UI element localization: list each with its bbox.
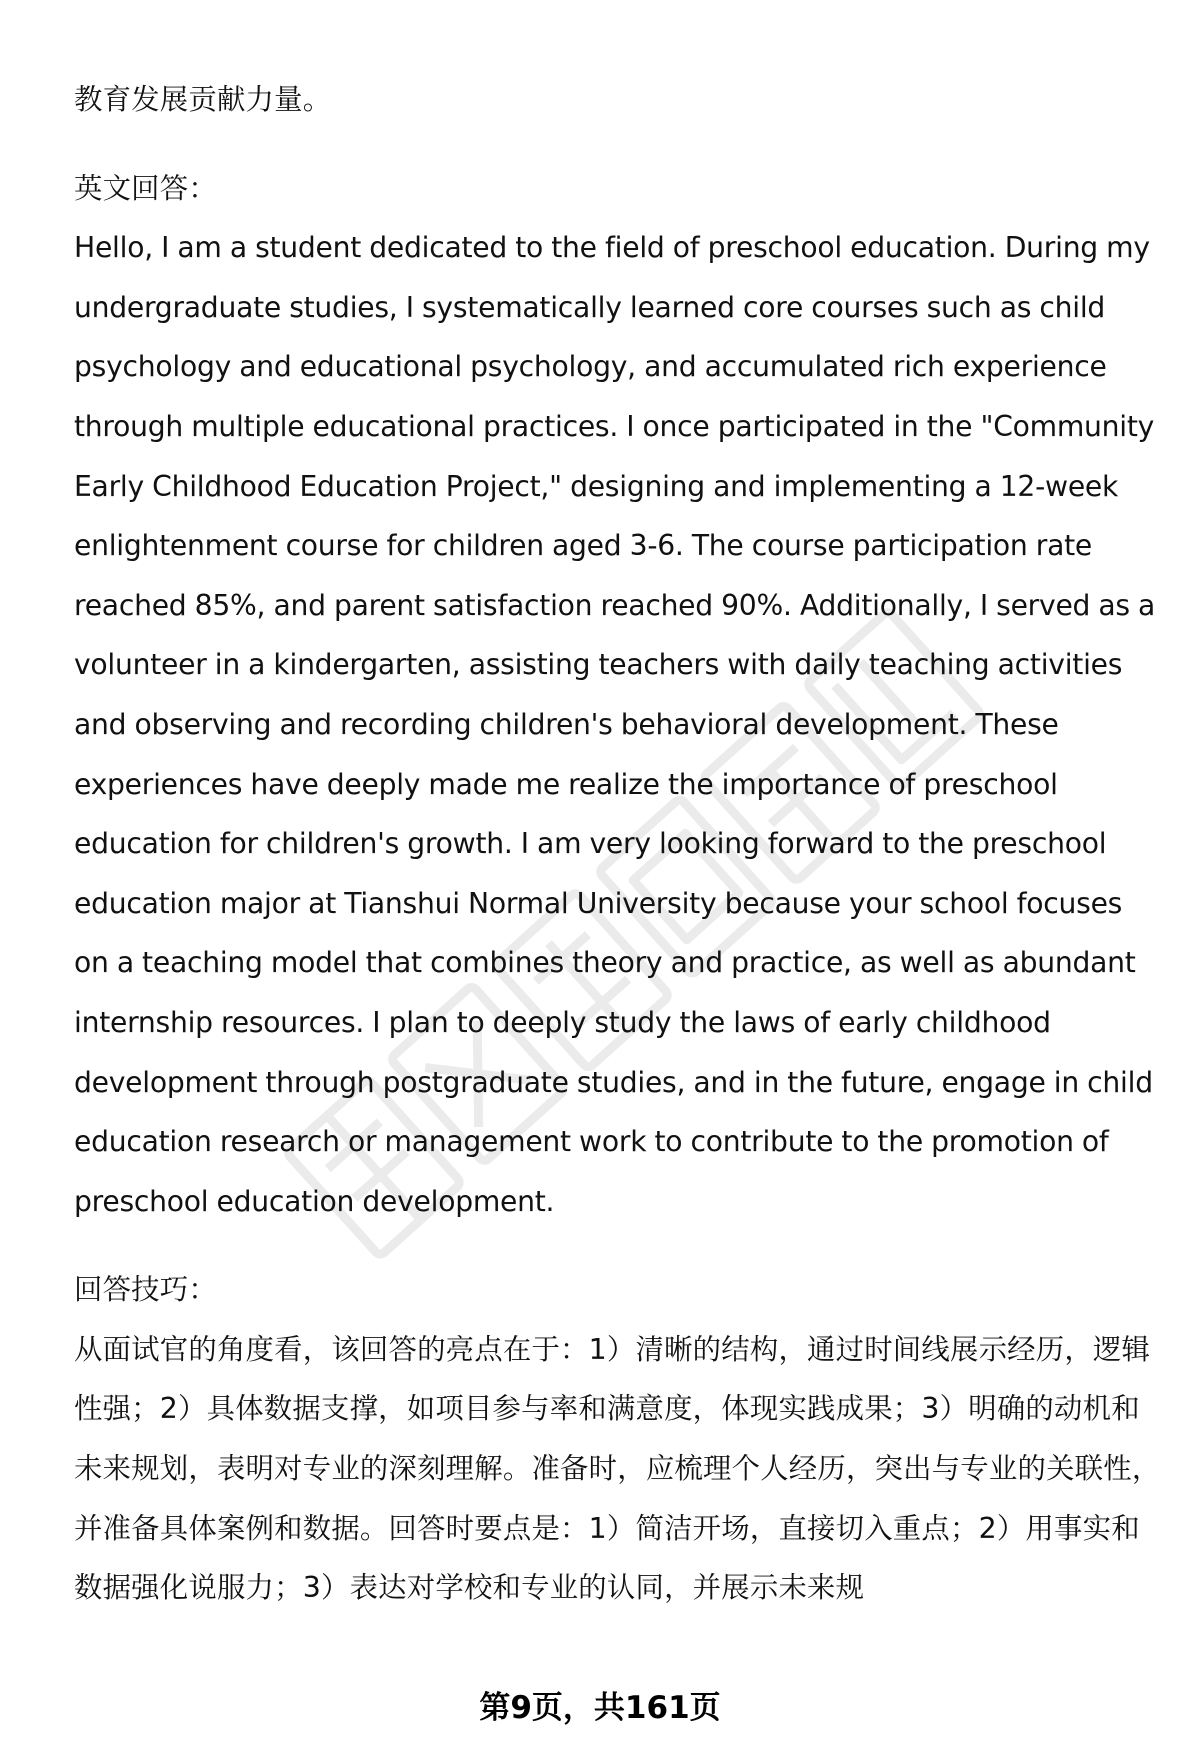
section-gap — [74, 130, 1164, 159]
page-number-footer: 第9页，共161页 — [479, 1690, 721, 1726]
document-content — [74, 70, 1164, 1618]
intro-tail-text: 教育发展贡献力量。 — [74, 83, 332, 116]
english-answer-body: Hello, I am a student dedicated to the field of preschool education. During my undergraduate studies, I systematically learned core courses such as child psychology and educational psychology, and accumulated rich experience through multiple educational practices. I once participated in the "Community Early Childhood Education Project," designing and implementing a 12-week enlightenment course for children aged 3-6. The course participation rate reached 85%, and parent satisfaction reached 90%. Additionally, I served as a volunteer in a kindergarten, assisting teachers with daily teaching activities and observing and recording children's behavioral development. These experiences have deeply made me realize the importance of preschool education for children's growth. I am very looking forward to the preschool education major at Tianshui Normal University because your school focuses on a teaching model that combines theory and practice, as well as abundant internship resources. I plan to deeply study the laws of early childhood development through postgraduate studies, and in the future, engage in child education research or management work to contribute to the promotion of preschool education development. — [74, 231, 1156, 1218]
section-gap — [74, 1231, 1164, 1260]
answer-tips-body: 从面试官的角度看，该回答的亮点在于：1）清晰的结构，通过时间线展示经历，逻辑性强；2）具体数据支撑，如项目参与率和满意度，体现实践成果；3）明确的动机和未来规划，表明对专业的深刻理解。准备时，应梳理个人经历，突出与专业的关联性，并准备具体案例和数据。回答时要点是：1）简洁开场，直接切入重点；2）用事实和数据强化说服力；3）表达对学校和专业的认同，并展示未来规 — [74, 1332, 1161, 1605]
answer-tips-heading: 回答技巧： — [74, 1273, 217, 1307]
english-answer-heading: 英文回答： — [74, 171, 217, 205]
